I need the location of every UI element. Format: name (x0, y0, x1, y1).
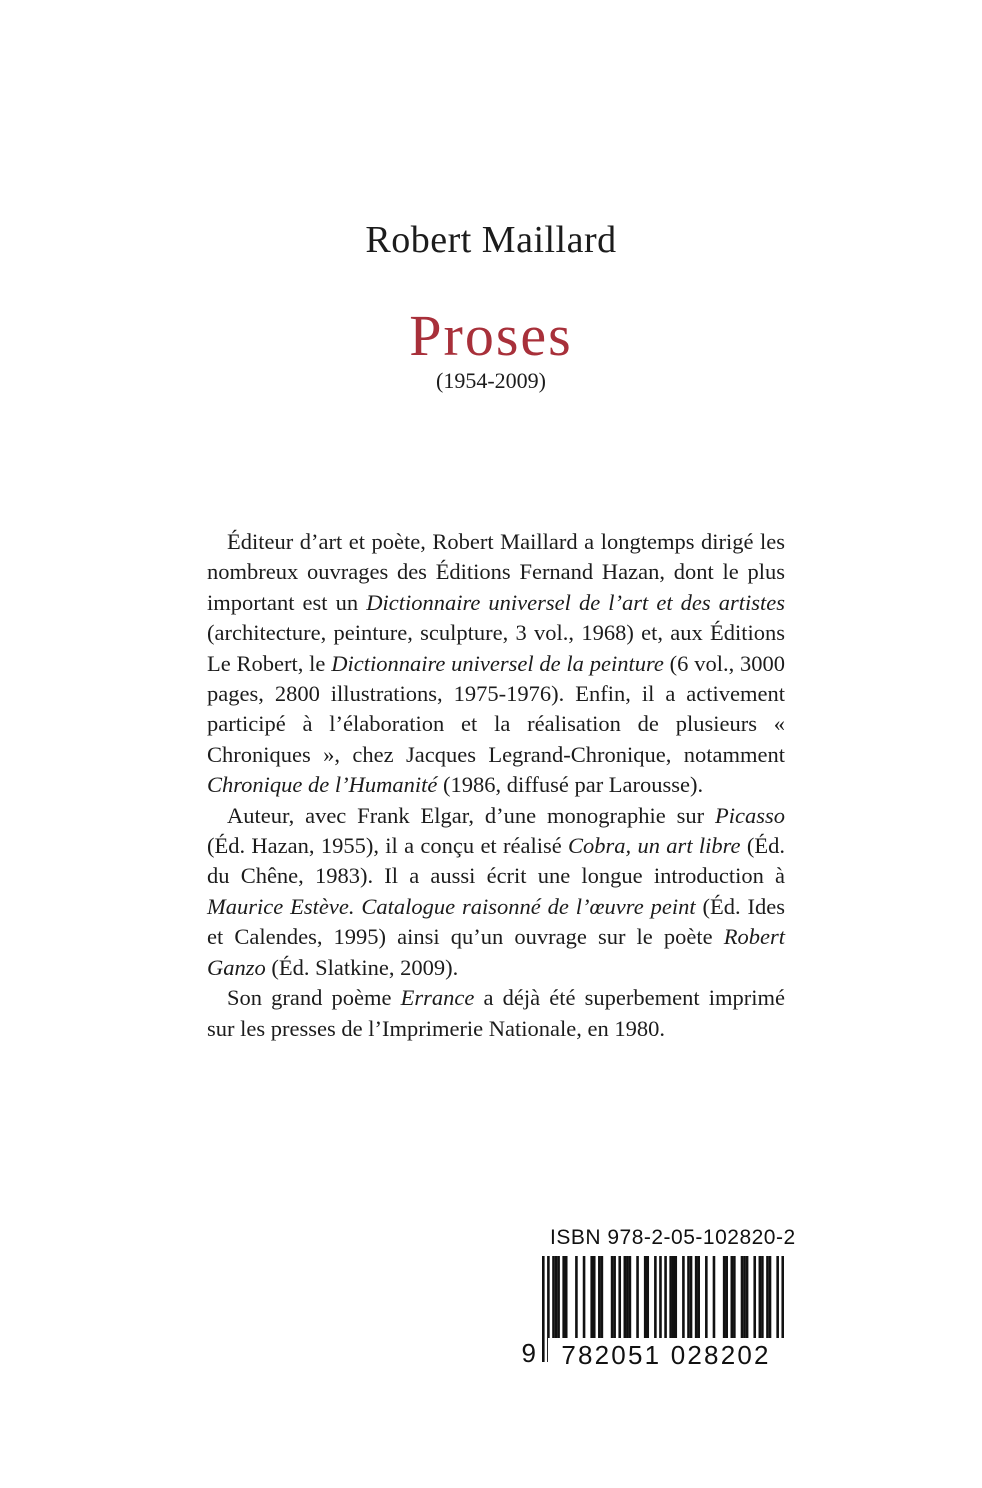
barcode-bar (697, 1256, 700, 1344)
barcode-bar (601, 1256, 604, 1344)
barcode-bar (562, 1256, 565, 1344)
book-title: Proses (409, 303, 573, 368)
barcode-lead-digit: 9 (521, 1338, 536, 1368)
back-cover-blurb (207, 527, 785, 1044)
barcode-bar (761, 1256, 764, 1344)
italic-title: Dictionnaire universel de l’art et des artistes (366, 589, 785, 615)
blurb-paragraph (207, 983, 785, 1044)
text-run: Son grand poème (227, 985, 401, 1011)
barcode-bar (552, 1256, 555, 1344)
barcode-bar (713, 1256, 716, 1344)
barcode-bar (618, 1256, 621, 1344)
barcode-digits: 782051 028202 (548, 1338, 784, 1372)
blurb-paragraph (207, 527, 785, 801)
barcode-bar (733, 1256, 736, 1344)
barcode-bar (611, 1256, 614, 1344)
barcode-bar (705, 1256, 708, 1344)
barcode-bar (746, 1256, 749, 1344)
barcode-bar (565, 1256, 568, 1344)
barcode-bar (590, 1256, 593, 1344)
barcode-bar (690, 1256, 693, 1344)
barcode-bar (672, 1256, 675, 1344)
barcode-bar (626, 1256, 629, 1344)
barcode-bar (769, 1256, 772, 1344)
text-run: (Éd. du Chêne, 1983). Il a aussi écrit une longue introduction à (207, 833, 785, 889)
barcode-bar (624, 1256, 627, 1344)
italic-title: Dictionnaire universel de la peinture (331, 650, 664, 676)
text-run: Auteur, avec Frank Elgar, d’une monographie sur (227, 802, 715, 828)
barcode-bar (682, 1256, 685, 1344)
barcode-bar (725, 1256, 728, 1344)
text-run: (1986, diffusé par Larousse). (437, 772, 704, 798)
italic-title: Robert Ganzo (207, 924, 785, 980)
barcode-bar (598, 1256, 601, 1344)
text-run: (6 vol., 3000 pages, 2800 illustrations, 1975-1976). Enfin, il a activement participé à l’élaboration et la réalisation de plusieurs « Chroniques », chez Jacques Legrand-Chronique, notamment (207, 650, 785, 767)
barcode-bar (575, 1256, 578, 1344)
barcode-bar (753, 1256, 756, 1344)
barcode-bar (741, 1256, 744, 1344)
italic-title: Cobra, un art libre (568, 833, 741, 859)
barcode-bar (654, 1256, 657, 1344)
barcode-bar (646, 1256, 649, 1344)
italic-title: Maurice Estève. Catalogue raisonné de l’œuvre peint (207, 893, 696, 919)
barcode-bar (731, 1256, 734, 1344)
barcode-bar (766, 1256, 769, 1344)
text-run: (Éd. Slatkine, 2009). (265, 954, 459, 980)
barcode-bar (669, 1256, 672, 1344)
italic-title: Picasso (715, 802, 785, 828)
barcode-bar (743, 1256, 746, 1344)
barcode-bar (557, 1256, 560, 1344)
barcode-bar (555, 1256, 558, 1344)
author-name: Robert Maillard (365, 219, 617, 261)
barcode-bar (613, 1256, 616, 1344)
text-run: (Éd. Hazan, 1955), il a conçu et réalisé (207, 833, 569, 859)
barcode-bar (636, 1256, 639, 1344)
book-dates: (1954-2009) (436, 368, 546, 393)
barcode-bar (629, 1256, 632, 1344)
italic-title: Chronique de l’Humanité (207, 772, 438, 798)
barcode-bar (593, 1256, 596, 1344)
isbn-label: ISBN 978-2-05-102820-2 (550, 1226, 796, 1249)
barcode-bar (583, 1256, 586, 1344)
barcode-bar (759, 1256, 762, 1344)
text-run: (architecture, peinture, sculpture, 3 vol., 1968) et, aux Éditions Le Robert, le (207, 620, 785, 676)
text-run: Éditeur d’art et poète, Robert Maillard a longtemps dirigé les nombreux ouvrages des Éditions Fernand Hazan, dont le plus important est un (207, 529, 785, 615)
isbn-barcode (514, 1226, 796, 1386)
text-run: (Éd. Ides et Calendes, 1995) ainsi qu’un ouvrage sur le poète (207, 893, 785, 950)
text-run: a déjà été superbement imprimé sur les presses de l’Imprimerie Nationale, en 1980. (207, 985, 785, 1041)
barcode-bar (695, 1256, 698, 1344)
blurb-paragraph (207, 801, 785, 983)
barcode-bar (542, 1256, 545, 1362)
barcode-bar (674, 1256, 677, 1344)
italic-title: Errance (400, 985, 475, 1011)
barcode-bar (644, 1256, 647, 1344)
barcode-bar (687, 1256, 690, 1344)
barcode-bar (723, 1256, 726, 1344)
